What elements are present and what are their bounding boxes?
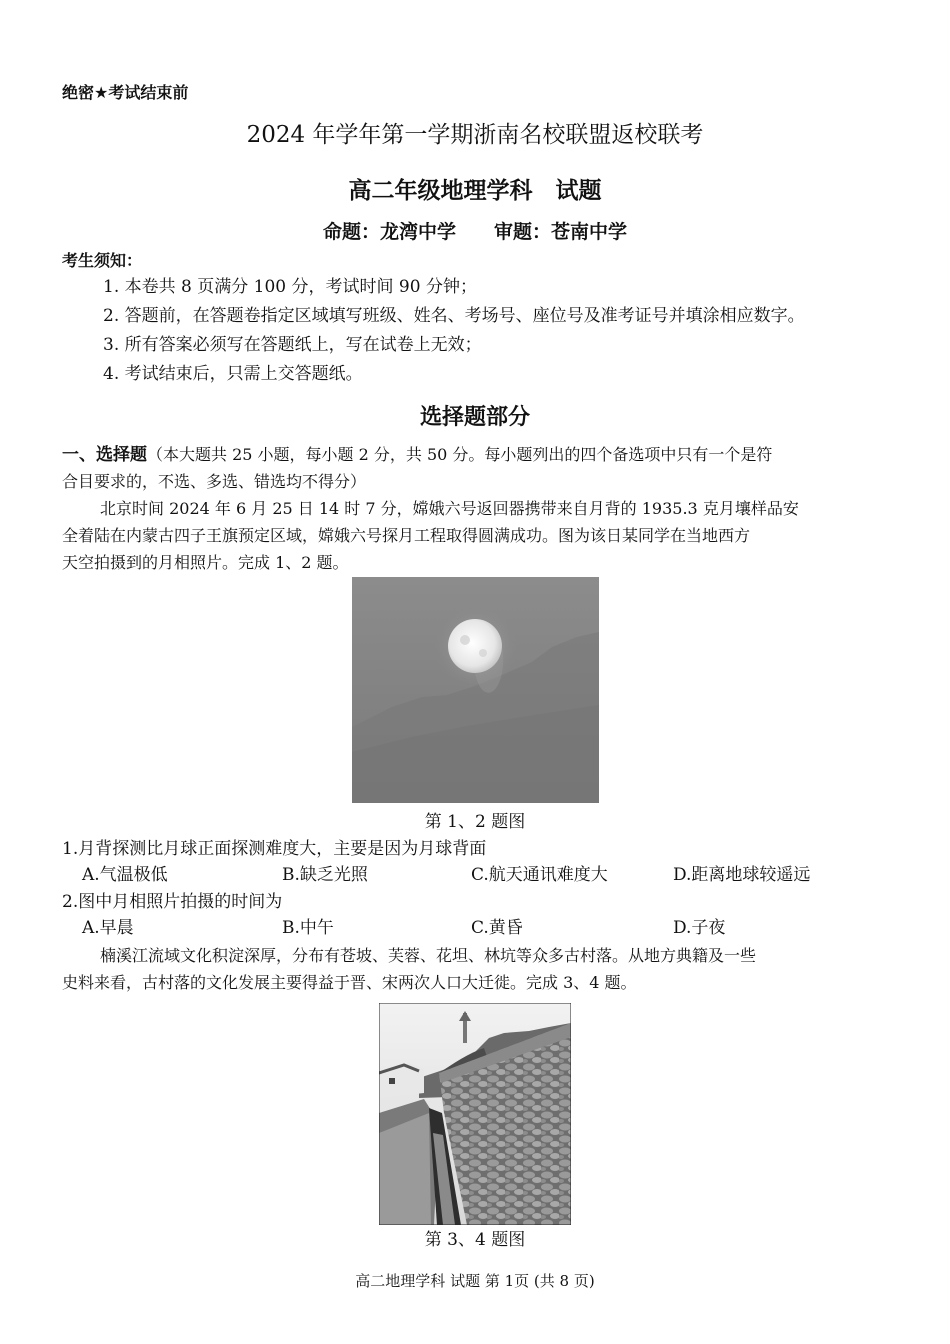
passage1-line: 天空拍摄到的月相照片。完成 1、2 题。	[62, 553, 349, 572]
village-photo	[379, 1003, 571, 1225]
question-stem: 2.图中月相照片拍摄的时间为	[62, 892, 283, 912]
section-title: 选择题部分	[419, 404, 530, 430]
question-option: B.缺乏光照	[282, 865, 368, 885]
section-intro-text: （本大题共 25 小题，每小题 2 分，共 50 分。每小题列出的四个备选项中只有一个是符	[147, 445, 773, 464]
section-intro-line2: 合目要求的，不选、多选、错选均不得分）	[62, 472, 367, 491]
question-option: D.子夜	[673, 918, 726, 938]
question-stem: 1.月背探测比月球正面探测难度大，主要是因为月球背面	[62, 839, 487, 859]
passage2-line: 楠溪江流域文化积淀深厚，分布有苍坡、芙蓉、花坦、林坑等众多古村落。从地方典籍及一些	[100, 946, 757, 965]
question-option: C.黄昏	[471, 918, 523, 938]
passage1-line: 北京时间 2024 年 6 月 25 日 14 时 7 分，嫦娥六号返回器携带来自月背的 1935.3 克月壤样品安	[100, 499, 799, 518]
notice-item: 3. 所有答案必须写在答题纸上，写在试卷上无效；	[103, 335, 482, 355]
moon-photo	[352, 577, 599, 803]
confidential-label: 绝密★考试结束前	[62, 83, 189, 102]
notice-item: 4. 考试结束后，只需上交答题纸。	[103, 364, 363, 384]
page-footer: 高二地理学科 试题 第 1页 (共 8 页)	[355, 1272, 595, 1290]
section-heading: 一、选择题	[62, 445, 147, 465]
figure-caption: 第 3、4 题图	[424, 1230, 526, 1250]
question-option: D.距离地球较遥远	[673, 865, 811, 885]
notice-item: 2. 答题前，在答题卷指定区域填写班级、姓名、考场号、座位号及准考证号并填涂相应数字。	[103, 306, 805, 326]
exam-subtitle: 高二年级地理学科 试题	[348, 177, 602, 204]
notice-heading: 考生须知：	[62, 251, 143, 270]
passage1-line: 全着陆在内蒙古四子王旗预定区域，嫦娥六号探月工程取得圆满成功。图为该日某同学在当地西方	[62, 526, 751, 545]
passage2-line: 史料来看，古村落的文化发展主要得益于晋、宋两次人口大迁徙。完成 3、4 题。	[62, 973, 637, 992]
section-intro-line	[62, 444, 772, 466]
question-option: A.气温极低	[82, 865, 168, 885]
question-option: B.中午	[282, 918, 334, 938]
question-option: C.航天通讯难度大	[471, 865, 608, 885]
exam-title: 2024 年学年第一学期浙南名校联盟返校联考	[246, 122, 704, 148]
question-option: A.早晨	[82, 918, 134, 938]
notice-item: 1. 本卷共 8 页满分 100 分，考试时间 90 分钟；	[103, 277, 477, 297]
exam-authors: 命题：龙湾中学 审题：苍南中学	[322, 221, 627, 243]
figure-caption: 第 1、2 题图	[424, 812, 526, 832]
